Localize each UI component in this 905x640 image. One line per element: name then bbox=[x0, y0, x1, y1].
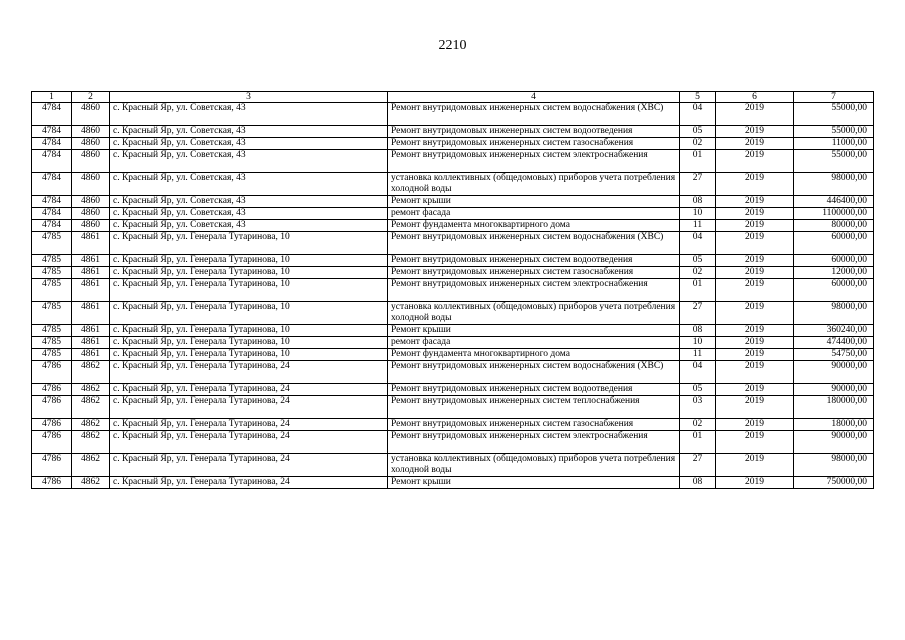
cell-code: 4860 bbox=[72, 126, 110, 138]
cell-work-type: Ремонт фундамента многоквартирного дома bbox=[388, 220, 680, 232]
cell-code: 4860 bbox=[72, 150, 110, 173]
cell-work-type: Ремонт внутридомовых инженерных систем электроснабжения bbox=[388, 431, 680, 454]
cell-work-code: 02 bbox=[680, 138, 716, 150]
cell-work-code: 02 bbox=[680, 419, 716, 431]
cell-year: 2019 bbox=[716, 431, 794, 454]
cell-year: 2019 bbox=[716, 477, 794, 489]
cell-work-type: установка коллективных (общедомовых) приборов учета потребления холодной воды bbox=[388, 454, 680, 477]
cell-code: 4861 bbox=[72, 349, 110, 361]
table-row bbox=[32, 138, 874, 150]
cell-year: 2019 bbox=[716, 196, 794, 208]
cell-code: 4861 bbox=[72, 302, 110, 325]
cell-id: 4785 bbox=[32, 325, 72, 337]
cell-id: 4784 bbox=[32, 126, 72, 138]
cell-code: 4861 bbox=[72, 337, 110, 349]
cell-address: с. Красный Яр, ул. Советская, 43 bbox=[110, 196, 388, 208]
cell-id: 4785 bbox=[32, 267, 72, 279]
cell-cost: 55000,00 bbox=[794, 150, 874, 173]
table-row bbox=[32, 384, 874, 396]
table-row bbox=[32, 302, 874, 325]
cell-work-type: Ремонт внутридомовых инженерных систем газоснабжения bbox=[388, 267, 680, 279]
cell-address: с. Красный Яр, ул. Советская, 43 bbox=[110, 208, 388, 220]
cell-work-type: Ремонт крыши bbox=[388, 196, 680, 208]
cell-work-type: Ремонт внутридомовых инженерных систем газоснабжения bbox=[388, 138, 680, 150]
table-row bbox=[32, 103, 874, 126]
cell-code: 4862 bbox=[72, 419, 110, 431]
cell-work-type: Ремонт внутридомовых инженерных систем водоотведения bbox=[388, 255, 680, 267]
cell-cost: 98000,00 bbox=[794, 173, 874, 196]
cell-address: с. Красный Яр, ул. Генерала Тутаринова, 10 bbox=[110, 302, 388, 325]
cell-cost: 55000,00 bbox=[794, 103, 874, 126]
cell-year: 2019 bbox=[716, 302, 794, 325]
table-row bbox=[32, 454, 874, 477]
cell-address: с. Красный Яр, ул. Генерала Тутаринова, 10 bbox=[110, 279, 388, 302]
column-header: 3 bbox=[110, 92, 388, 103]
cell-id: 4784 bbox=[32, 196, 72, 208]
cell-year: 2019 bbox=[716, 150, 794, 173]
cell-cost: 446400,00 bbox=[794, 196, 874, 208]
cell-year: 2019 bbox=[716, 349, 794, 361]
table-row bbox=[32, 220, 874, 232]
cell-id: 4784 bbox=[32, 220, 72, 232]
cell-id: 4786 bbox=[32, 477, 72, 489]
table-row bbox=[32, 279, 874, 302]
cell-year: 2019 bbox=[716, 103, 794, 126]
table-row bbox=[32, 232, 874, 255]
cell-work-code: 11 bbox=[680, 220, 716, 232]
cell-code: 4860 bbox=[72, 220, 110, 232]
cell-address: с. Красный Яр, ул. Генерала Тутаринова, 24 bbox=[110, 419, 388, 431]
cell-work-type: Ремонт фундамента многоквартирного дома bbox=[388, 349, 680, 361]
cell-year: 2019 bbox=[716, 384, 794, 396]
cell-work-code: 04 bbox=[680, 361, 716, 384]
cell-year: 2019 bbox=[716, 255, 794, 267]
column-header: 6 bbox=[716, 92, 794, 103]
cell-id: 4785 bbox=[32, 349, 72, 361]
cell-cost: 1100000,00 bbox=[794, 208, 874, 220]
cell-code: 4860 bbox=[72, 208, 110, 220]
cell-id: 4784 bbox=[32, 150, 72, 173]
cell-code: 4862 bbox=[72, 384, 110, 396]
cell-cost: 60000,00 bbox=[794, 255, 874, 267]
cell-year: 2019 bbox=[716, 325, 794, 337]
cell-work-type: Ремонт внутридомовых инженерных систем электроснабжения bbox=[388, 279, 680, 302]
cell-work-code: 01 bbox=[680, 431, 716, 454]
cell-year: 2019 bbox=[716, 173, 794, 196]
cell-work-code: 10 bbox=[680, 208, 716, 220]
cell-cost: 750000,00 bbox=[794, 477, 874, 489]
table-row bbox=[32, 337, 874, 349]
cell-work-type: Ремонт внутридомовых инженерных систем водоотведения bbox=[388, 126, 680, 138]
cell-id: 4785 bbox=[32, 302, 72, 325]
cell-code: 4862 bbox=[72, 396, 110, 419]
cell-cost: 80000,00 bbox=[794, 220, 874, 232]
cell-address: с. Красный Яр, ул. Генерала Тутаринова, 10 bbox=[110, 325, 388, 337]
cell-work-code: 03 bbox=[680, 396, 716, 419]
table-row bbox=[32, 349, 874, 361]
cell-year: 2019 bbox=[716, 138, 794, 150]
cell-id: 4785 bbox=[32, 279, 72, 302]
cell-cost: 98000,00 bbox=[794, 454, 874, 477]
cell-work-type: ремонт фасада bbox=[388, 337, 680, 349]
cell-work-code: 11 bbox=[680, 349, 716, 361]
cell-cost: 180000,00 bbox=[794, 396, 874, 419]
cell-work-code: 10 bbox=[680, 337, 716, 349]
cell-work-code: 08 bbox=[680, 477, 716, 489]
table-row bbox=[32, 208, 874, 220]
cell-address: с. Красный Яр, ул. Советская, 43 bbox=[110, 138, 388, 150]
column-header: 4 bbox=[388, 92, 680, 103]
cell-work-type: Ремонт крыши bbox=[388, 325, 680, 337]
cell-work-code: 01 bbox=[680, 150, 716, 173]
cell-address: с. Красный Яр, ул. Генерала Тутаринова, 10 bbox=[110, 267, 388, 279]
cell-work-type: Ремонт внутридомовых инженерных систем теплоснабжения bbox=[388, 396, 680, 419]
cell-cost: 55000,00 bbox=[794, 126, 874, 138]
cell-year: 2019 bbox=[716, 454, 794, 477]
table-row bbox=[32, 150, 874, 173]
cell-address: с. Красный Яр, ул. Генерала Тутаринова, 10 bbox=[110, 232, 388, 255]
cell-work-code: 05 bbox=[680, 255, 716, 267]
cell-address: с. Красный Яр, ул. Генерала Тутаринова, 10 bbox=[110, 255, 388, 267]
cell-cost: 98000,00 bbox=[794, 302, 874, 325]
cell-id: 4784 bbox=[32, 138, 72, 150]
cell-cost: 90000,00 bbox=[794, 384, 874, 396]
cell-work-code: 08 bbox=[680, 325, 716, 337]
cell-year: 2019 bbox=[716, 396, 794, 419]
cell-work-code: 01 bbox=[680, 279, 716, 302]
cell-cost: 12000,00 bbox=[794, 267, 874, 279]
cell-address: с. Красный Яр, ул. Советская, 43 bbox=[110, 220, 388, 232]
cell-code: 4861 bbox=[72, 255, 110, 267]
cell-id: 4785 bbox=[32, 232, 72, 255]
cell-code: 4861 bbox=[72, 325, 110, 337]
cell-work-code: 04 bbox=[680, 103, 716, 126]
cell-id: 4786 bbox=[32, 384, 72, 396]
cell-address: с. Красный Яр, ул. Советская, 43 bbox=[110, 173, 388, 196]
cell-work-code: 08 bbox=[680, 196, 716, 208]
cell-address: с. Красный Яр, ул. Генерала Тутаринова, 24 bbox=[110, 431, 388, 454]
cell-address: с. Красный Яр, ул. Генерала Тутаринова, 24 bbox=[110, 396, 388, 419]
table-row bbox=[32, 396, 874, 419]
cell-work-type: Ремонт крыши bbox=[388, 477, 680, 489]
table-row bbox=[32, 126, 874, 138]
cell-year: 2019 bbox=[716, 279, 794, 302]
cell-year: 2019 bbox=[716, 208, 794, 220]
cell-address: с. Красный Яр, ул. Генерала Тутаринова, 24 bbox=[110, 477, 388, 489]
cell-cost: 18000,00 bbox=[794, 419, 874, 431]
cell-year: 2019 bbox=[716, 232, 794, 255]
cell-work-code: 02 bbox=[680, 267, 716, 279]
table-row bbox=[32, 196, 874, 208]
cell-code: 4860 bbox=[72, 173, 110, 196]
table-row bbox=[32, 325, 874, 337]
cell-cost: 360240,00 bbox=[794, 325, 874, 337]
cell-address: с. Красный Яр, ул. Генерала Тутаринова, 10 bbox=[110, 337, 388, 349]
cell-work-code: 27 bbox=[680, 173, 716, 196]
cell-cost: 60000,00 bbox=[794, 232, 874, 255]
cell-cost: 474400,00 bbox=[794, 337, 874, 349]
cell-id: 4786 bbox=[32, 396, 72, 419]
page-number: 2210 bbox=[438, 38, 467, 53]
table-body bbox=[32, 103, 874, 489]
cell-address: с. Красный Яр, ул. Советская, 43 bbox=[110, 103, 388, 126]
cell-code: 4862 bbox=[72, 361, 110, 384]
cell-work-type: Ремонт внутридомовых инженерных систем водоотведения bbox=[388, 384, 680, 396]
cell-work-code: 27 bbox=[680, 302, 716, 325]
cell-year: 2019 bbox=[716, 419, 794, 431]
cell-cost: 11000,00 bbox=[794, 138, 874, 150]
cell-work-type: установка коллективных (общедомовых) приборов учета потребления холодной воды bbox=[388, 173, 680, 196]
cell-code: 4862 bbox=[72, 431, 110, 454]
cell-code: 4860 bbox=[72, 138, 110, 150]
cell-work-code: 05 bbox=[680, 126, 716, 138]
cell-code: 4861 bbox=[72, 232, 110, 255]
capital-repair-table bbox=[31, 91, 874, 489]
table-row bbox=[32, 267, 874, 279]
cell-id: 4786 bbox=[32, 454, 72, 477]
cell-work-type: Ремонт внутридомовых инженерных систем водоснабжения (ХВС) bbox=[388, 361, 680, 384]
cell-year: 2019 bbox=[716, 361, 794, 384]
cell-address: с. Красный Яр, ул. Генерала Тутаринова, 10 bbox=[110, 349, 388, 361]
cell-work-type: Ремонт внутридомовых инженерных систем электроснабжения bbox=[388, 150, 680, 173]
cell-code: 4862 bbox=[72, 454, 110, 477]
cell-id: 4784 bbox=[32, 208, 72, 220]
cell-id: 4786 bbox=[32, 419, 72, 431]
cell-year: 2019 bbox=[716, 220, 794, 232]
cell-cost: 90000,00 bbox=[794, 431, 874, 454]
cell-address: с. Красный Яр, ул. Генерала Тутаринова, 24 bbox=[110, 454, 388, 477]
cell-id: 4786 bbox=[32, 361, 72, 384]
cell-address: с. Красный Яр, ул. Генерала Тутаринова, 24 bbox=[110, 361, 388, 384]
cell-work-code: 05 bbox=[680, 384, 716, 396]
column-header: 7 bbox=[794, 92, 874, 103]
cell-id: 4785 bbox=[32, 337, 72, 349]
cell-cost: 60000,00 bbox=[794, 279, 874, 302]
header-row bbox=[32, 92, 874, 103]
column-header: 1 bbox=[32, 92, 72, 103]
cell-code: 4861 bbox=[72, 279, 110, 302]
table-row bbox=[32, 361, 874, 384]
cell-year: 2019 bbox=[716, 337, 794, 349]
cell-year: 2019 bbox=[716, 126, 794, 138]
cell-id: 4784 bbox=[32, 173, 72, 196]
cell-cost: 90000,00 bbox=[794, 361, 874, 384]
cell-work-type: установка коллективных (общедомовых) приборов учета потребления холодной воды bbox=[388, 302, 680, 325]
table-row bbox=[32, 173, 874, 196]
cell-work-code: 27 bbox=[680, 454, 716, 477]
table-row bbox=[32, 477, 874, 489]
cell-address: с. Красный Яр, ул. Советская, 43 bbox=[110, 150, 388, 173]
cell-code: 4861 bbox=[72, 267, 110, 279]
cell-id: 4784 bbox=[32, 103, 72, 126]
cell-year: 2019 bbox=[716, 267, 794, 279]
table-row bbox=[32, 255, 874, 267]
column-header: 2 bbox=[72, 92, 110, 103]
cell-code: 4860 bbox=[72, 196, 110, 208]
cell-work-type: Ремонт внутридомовых инженерных систем водоснабжения (ХВС) bbox=[388, 103, 680, 126]
cell-address: с. Красный Яр, ул. Генерала Тутаринова, 24 bbox=[110, 384, 388, 396]
cell-id: 4785 bbox=[32, 255, 72, 267]
cell-code: 4862 bbox=[72, 477, 110, 489]
table-row bbox=[32, 419, 874, 431]
cell-cost: 54750,00 bbox=[794, 349, 874, 361]
column-header: 5 bbox=[680, 92, 716, 103]
cell-work-type: Ремонт внутридомовых инженерных систем водоснабжения (ХВС) bbox=[388, 232, 680, 255]
cell-code: 4860 bbox=[72, 103, 110, 126]
cell-work-type: ремонт фасада bbox=[388, 208, 680, 220]
cell-work-code: 04 bbox=[680, 232, 716, 255]
cell-work-type: Ремонт внутридомовых инженерных систем газоснабжения bbox=[388, 419, 680, 431]
table-row bbox=[32, 431, 874, 454]
cell-address: с. Красный Яр, ул. Советская, 43 bbox=[110, 126, 388, 138]
cell-id: 4786 bbox=[32, 431, 72, 454]
